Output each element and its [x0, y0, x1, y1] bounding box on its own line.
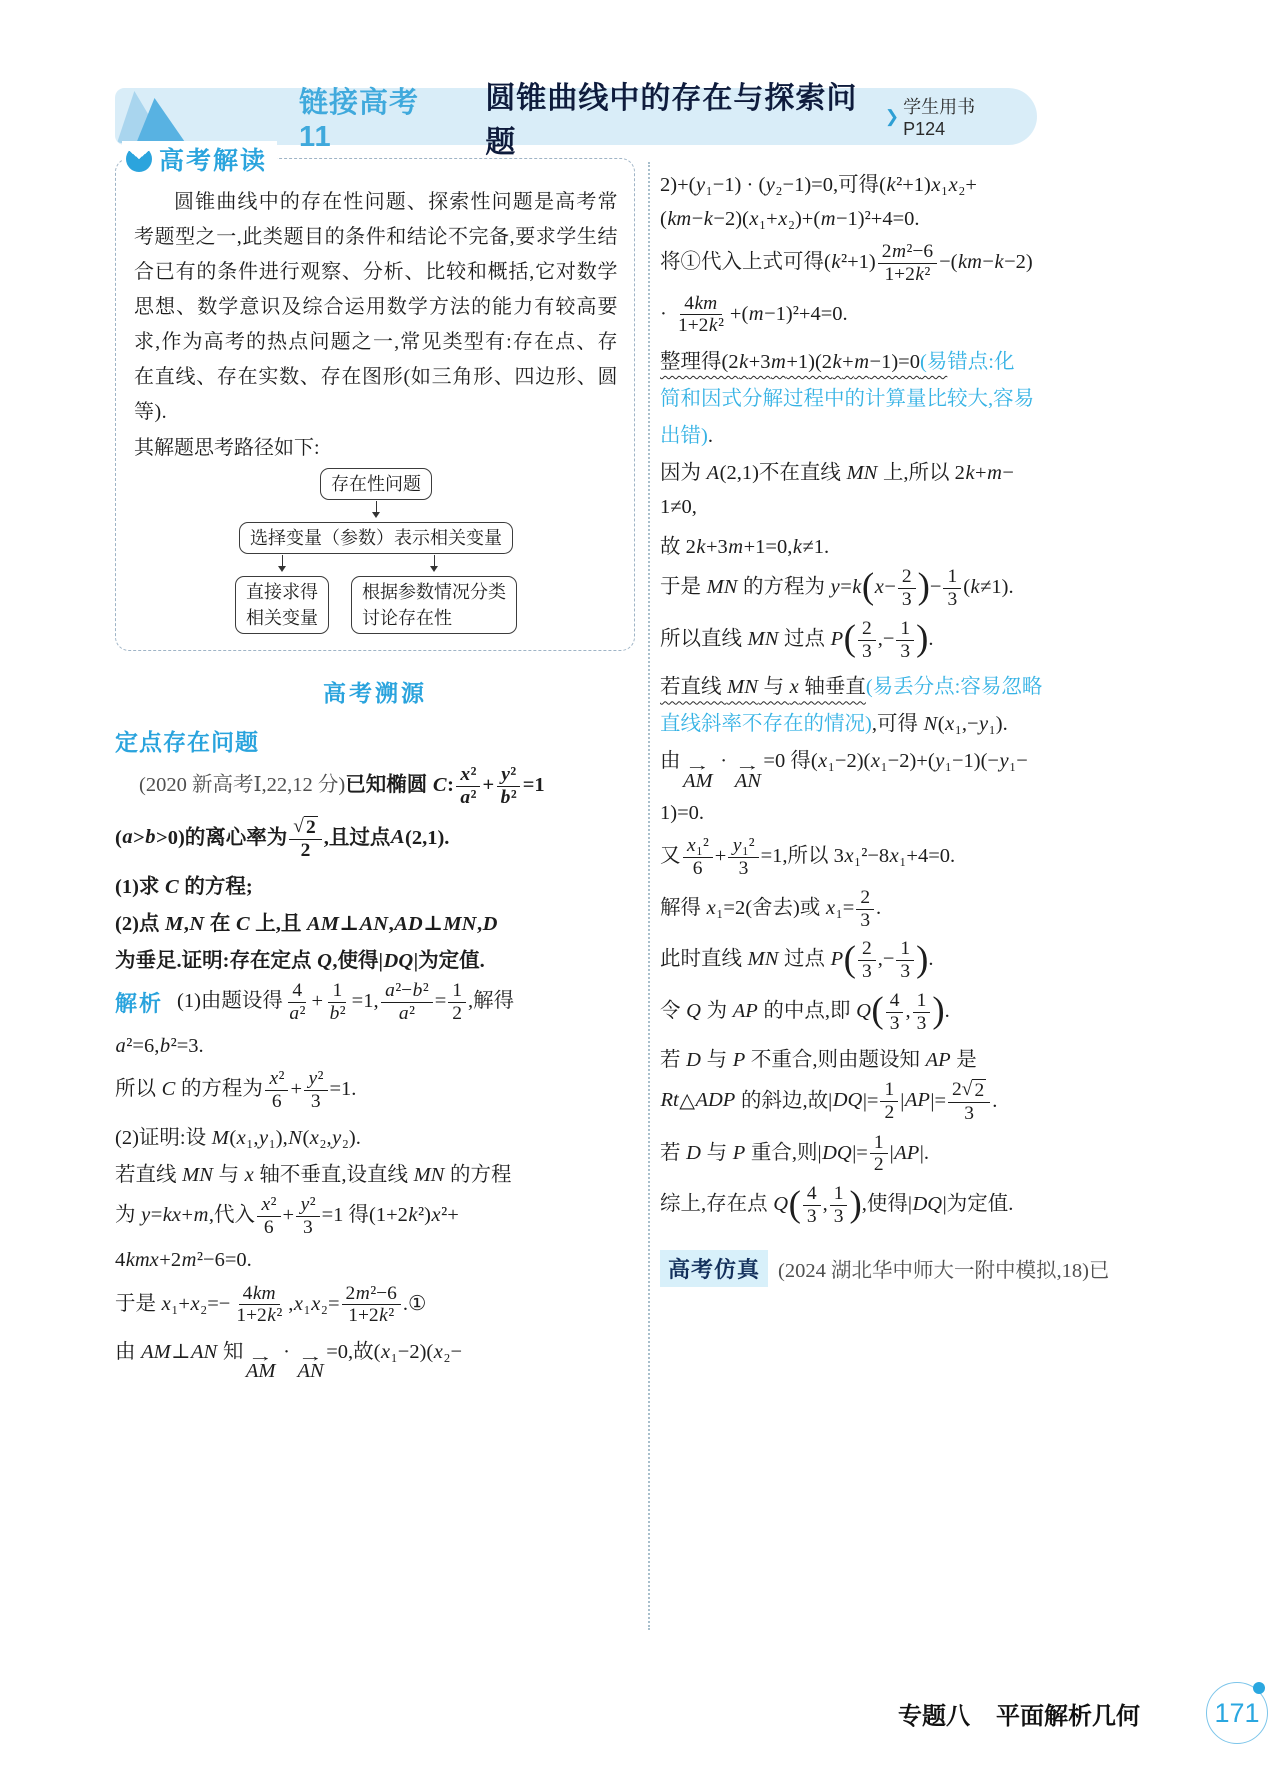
math-text: (1)由题设得 $\frac{4}{\text{a²}}$ + $\frac{1}{\text{b²}}$ =1, $\frac{\text{a²−b²}}{\text{a²}}$ = $\frac{1}{2}$ ,解得 — [177, 979, 515, 1024]
text-line — [660, 293, 1064, 338]
text-line — [660, 1042, 1064, 1072]
solution-left-part — [115, 980, 635, 1382]
math-text: 整理得(2k+3m+1)(2k+m−1)=0(易错点:化 — [660, 351, 1015, 374]
math-text: 解得 x₁=2(舍去)或 x₁= $\frac{2}{3}$ . — [660, 886, 882, 931]
vector-arrow: → AN — [734, 758, 761, 792]
text-line — [115, 869, 635, 899]
text-line — [115, 816, 635, 862]
text-line — [115, 1246, 635, 1276]
student-book-ref — [885, 93, 1021, 140]
text-line — [115, 980, 635, 1025]
fraction: $\frac{2}{3}$ — [858, 938, 876, 983]
page-number: 171 — [1214, 1697, 1260, 1728]
page-number-badge — [1206, 1682, 1268, 1744]
math-text: 2)+(y₁−1) · (y₂−1)=0,可得(k²+1)x₁x₂+ — [660, 174, 977, 196]
fraction: $\frac{4}{\text{a²}}$ — [289, 979, 306, 1024]
vector-arrow: → AM — [245, 1349, 276, 1383]
text-line — [660, 1132, 1064, 1177]
math-text: 此时直线 MN 过点 P( $\frac{2}{3}$ ,− $\frac{1}{3}$ ). — [660, 937, 934, 983]
math-text: 若直线 MN 与 x 轴不垂直,设直线 MN 的方程 — [115, 1163, 512, 1186]
math-text: (1)求 C 的方程; — [115, 875, 253, 898]
flow-arrow-down-icon — [376, 501, 377, 516]
math-text: 所以 C 的方程为 $\frac{\text{x²}}{6}$ + $\frac{\text{y²}}{3}$ =1. — [115, 1068, 357, 1113]
text-line — [660, 618, 1064, 663]
flow-box-line: 根据参数情况分类 — [362, 582, 506, 602]
fraction: $\frac{4}{3}$ — [803, 1183, 821, 1228]
page-footer — [0, 1682, 1268, 1744]
text-line — [660, 566, 1064, 611]
math-text: (2020 新高考Ⅰ,22,12 分)已知椭圆 C: $\frac{\text{x²}}{\text{a²}}$ + $\frac{\text{y²}}{\text{b²}}$ =1 — [139, 764, 545, 808]
math-text: Rt△ADP 的斜边,故|DQ|= $\frac{1}{2}$ |AP|= 2 √ 2 3 . — [660, 1078, 998, 1124]
math-text: (2)点 M,N 在 C 上,且 AM⊥AN,AD⊥MN,D — [115, 912, 498, 935]
flow-intro-text: 其解题思考路径如下: — [134, 437, 320, 459]
text-line — [660, 418, 1064, 448]
footer-chapter: 平面解析几何 — [996, 1702, 1140, 1730]
flow-box-choose-variable: 选择变量（参数）表示相关变量 — [239, 522, 513, 554]
suyuan-heading: 高考溯源 — [323, 680, 427, 706]
flow-arrow-down-icon — [434, 555, 435, 570]
text-line — [660, 835, 1064, 880]
fraction: $\frac{\text{y²}}{3}$ — [304, 1068, 328, 1113]
gaokao-jiedu-label — [122, 141, 277, 177]
fraction: $\frac{4km}{\text{1+2k²}}$ — [677, 292, 724, 337]
math-text: 由 AM⊥AN 知 → AM · → AN =0,故(x₁−2)(x₂− — [115, 1341, 463, 1383]
page-header-banner — [115, 81, 1037, 159]
text-line — [660, 167, 1064, 197]
fraction: $\frac{1}{2}$ — [870, 1132, 888, 1177]
text-line — [660, 887, 1064, 932]
fraction: √ 2 2 — [289, 816, 321, 862]
text-line — [660, 990, 1064, 1035]
flow-box-line: 相关变量 — [246, 608, 318, 628]
math-text: 于是 x₁+x₂=− $\frac{4km}{\text{1+2k²}}$ ,x₁x₂= $\frac{\text{2m²−6}}{\text{1+2k²}}$ .① — [115, 1282, 427, 1327]
fraction: $\frac{\text{2m²−6}}{\text{1+2k²}}$ — [878, 241, 937, 286]
gaokao-jiedu-box — [115, 147, 635, 651]
text-line — [115, 1157, 635, 1187]
fraction: $\frac{1}{3}$ — [896, 938, 914, 983]
lesson-tag: 链接高考 11 — [299, 86, 420, 153]
fraction: $\frac{\text{x²}}{6}$ — [265, 1068, 289, 1113]
math-text: 为垂足.证明:存在定点 Q,使得|DQ|为定值. — [115, 949, 485, 972]
text-line — [115, 943, 635, 973]
fraction: $\frac{\text{x²}}{\text{a²}}$ — [456, 764, 481, 809]
math-text: 若 D 与 P 重合,则|DQ|= $\frac{1}{2}$ |AP|. — [660, 1131, 929, 1176]
text-line — [660, 492, 1064, 522]
sqrt: √ 2 — [293, 815, 316, 838]
fraction: $\frac{2}{3}$ — [898, 566, 916, 611]
text-line — [115, 1031, 635, 1061]
fraction: $\frac{\text{y²}}{\text{b²}}$ — [496, 764, 521, 809]
page-title: 圆锥曲线中的存在与探索问题 — [485, 81, 858, 159]
fraction: $\frac{1}{3}$ — [896, 618, 914, 663]
fraction: $\frac{1}{3}$ — [913, 990, 931, 1035]
fraction: $\frac{1}{3}$ — [830, 1183, 848, 1228]
flow-branch-left — [235, 554, 329, 634]
text-line — [660, 1183, 1064, 1228]
text-line — [660, 798, 1064, 828]
math-text: 简和因式分解过程中的计算量比较大,容易 — [660, 388, 1035, 411]
math-text: 若直线 MN 与 x 轴垂直(易丢分点:容易忽略 — [660, 676, 1043, 699]
math-text: 故 2k+3m+1=0,k≠1. — [660, 536, 830, 559]
math-text: 为 y=kx+m,代入 $\frac{\text{x²}}{6}$ + $\frac{\text{y²}}{3}$ =1 得(1+2k²)x²+ — [115, 1193, 459, 1238]
math-text: 综上,存在点 Q( $\frac{4}{3}$ , $\frac{1}{3}$ ),使得|DQ|为定值. — [660, 1182, 1014, 1228]
math-text: · $\frac{4km}{\text{1+2k²}}$ +(m−1)²+4=0. — [660, 292, 848, 337]
flow-branch-right — [351, 554, 517, 634]
column-divider — [648, 162, 650, 1630]
text-line — [660, 1250, 1110, 1287]
text-line — [115, 764, 635, 809]
fraction: $\frac{2}{3}$ — [858, 618, 876, 663]
fraction: $\frac{4km}{\text{1+2k²}}$ — [236, 1282, 283, 1327]
right-column — [660, 160, 1110, 1294]
text-line — [660, 743, 1064, 791]
fraction: $\frac{4}{3}$ — [886, 990, 904, 1035]
vector-arrow: → AM — [683, 758, 713, 792]
sqrt: √ 2 — [961, 1078, 985, 1101]
fraction: $\frac{2}{3}$ — [856, 887, 874, 932]
text-line — [115, 1068, 635, 1113]
fraction: $\frac{\text{2m²−6}}{\text{1+2k²}}$ — [342, 1283, 401, 1328]
pacman-icon — [126, 146, 152, 172]
solution-flowchart — [134, 468, 618, 634]
fraction: $\frac{\text{a²−b²}}{\text{a²}}$ — [381, 980, 433, 1025]
footer-unit: 专题八 — [898, 1702, 970, 1730]
math-text: 将①代入上式可得(k²+1) $\frac{\text{2m²−6}}{\text{1+2k²}}$ −(km−k−2) — [660, 241, 1033, 285]
math-text: 直线斜率不存在的情况),可得 N(x₁,−y₁). — [660, 713, 1008, 736]
subtopic-heading: 定点存在问题 — [115, 729, 259, 755]
math-text: 若 D 与 P 不重合,则由题设知 AP 是 — [660, 1048, 977, 1071]
text-line — [660, 381, 1064, 411]
fraction: $\frac{\text{y²}}{3}$ — [296, 1194, 320, 1239]
text-line — [660, 204, 1064, 234]
math-text: 于是 MN 的方程为 y=k(x− $\frac{2}{3}$ )− $\frac{1}{3}$ (k≠1). — [660, 565, 1014, 610]
fraction: $\frac{\text{x²}}{6}$ — [257, 1194, 281, 1239]
fraction: $\frac{1}{\text{b²}}$ — [329, 979, 346, 1024]
text-line — [115, 1283, 635, 1328]
left-column — [115, 147, 635, 1389]
flow-box-line: 讨论存在性 — [362, 608, 452, 628]
fraction: $\frac{1}{3}$ — [943, 566, 961, 611]
math-text: (km−k−2)(x₁+x₂)+(m−1)²+4=0. — [660, 207, 920, 230]
chevron-right-icon: ❯ — [884, 106, 900, 126]
math-text: (2024 湖北华中师大一附中模拟,18)已 — [778, 1260, 1110, 1283]
text-line — [660, 455, 1064, 485]
badge-dot-icon — [1253, 1682, 1265, 1694]
math-text: (2)证明:设 M(x₁,y₁),N(x₂,y₂). — [115, 1126, 361, 1149]
fraction: $\frac{1}{2}$ — [448, 980, 466, 1025]
text-line — [660, 344, 1064, 374]
fraction: $\frac{1}{2}$ — [880, 1079, 898, 1124]
text-line — [115, 1194, 635, 1239]
flow-arrow-down-icon — [282, 555, 283, 570]
text-line — [660, 706, 1064, 736]
solution-right-part — [660, 167, 1110, 1287]
problem-statement — [115, 764, 635, 973]
math-text: 出错). — [660, 425, 713, 448]
flow-box-line: 直接求得 — [246, 582, 318, 602]
fangzhen-label: 高考仿真 — [660, 1250, 768, 1287]
text-line — [660, 1079, 1064, 1125]
student-book-text: 学生用书 P124 — [903, 97, 976, 139]
flow-branches — [235, 554, 517, 634]
math-text: 又 $\frac{\text{x₁²}}{6}$ + $\frac{\text{y₁²}}{3}$ =1,所以 3x₁²−8x₁+4=0. — [660, 835, 956, 879]
text-line — [115, 906, 635, 936]
flow-box-problem: 存在性问题 — [320, 468, 432, 500]
math-text: 令 Q 为 AP 的中点,即 Q( $\frac{4}{3}$ , $\frac{1}{3}$ ). — [660, 989, 950, 1034]
flow-box-classify-discuss — [351, 576, 517, 634]
math-text: 所以直线 MN 过点 P( $\frac{2}{3}$ ,− $\frac{1}{3}$ ). — [660, 617, 934, 662]
math-text: 1)=0. — [660, 801, 705, 824]
text-line — [660, 669, 1064, 699]
jiexi-label: 解析 — [115, 990, 164, 1016]
fraction: $\frac{\text{x₁²}}{6}$ — [683, 835, 713, 880]
mountain-logo-icon — [115, 88, 187, 145]
vector-arrow: → AN — [297, 1349, 324, 1383]
text-line — [660, 241, 1064, 286]
text-line — [115, 1120, 635, 1150]
flow-box-direct-solve — [235, 576, 329, 634]
math-text: 由 → AM · → AN =0 得(x₁−2)(x₁−2)+(y₁−1)(−y₁− — [660, 750, 1028, 792]
fraction: $\frac{\text{y₁²}}{3}$ — [728, 835, 758, 880]
text-line — [660, 529, 1064, 559]
text-line — [660, 938, 1064, 983]
fraction: 2 √ 2 3 — [948, 1079, 990, 1125]
math-text: a²=6,b²=3. — [115, 1034, 204, 1057]
text-line — [115, 1334, 635, 1382]
jiedu-paragraph: 圆锥曲线中的存在性问题、探索性问题是高考常考题型之一,此类题目的条件和结论不完备,要求学生结合已有的条件进行观察、分析、比较和概括,它对数学思想、数学意识及综合运用数学方法的能力有较高要求,作为高考的热点问题之一,常见类型有:存在点、存在直线、存在实数、存在图形(如三角形、四边形、圆等). — [134, 191, 618, 423]
math-text: (a>b>0)的离心率为 √ 2 2 ,且过点A(2,1). — [115, 815, 450, 861]
math-text: 因为 A(2,1)不在直线 MN 上,所以 2k+m− — [660, 462, 1014, 485]
gaokao-jiedu-title: 高考解读 — [159, 147, 268, 175]
math-text: 4kmx+2m²−6=0. — [115, 1249, 252, 1272]
math-text: 1≠0, — [660, 495, 697, 518]
